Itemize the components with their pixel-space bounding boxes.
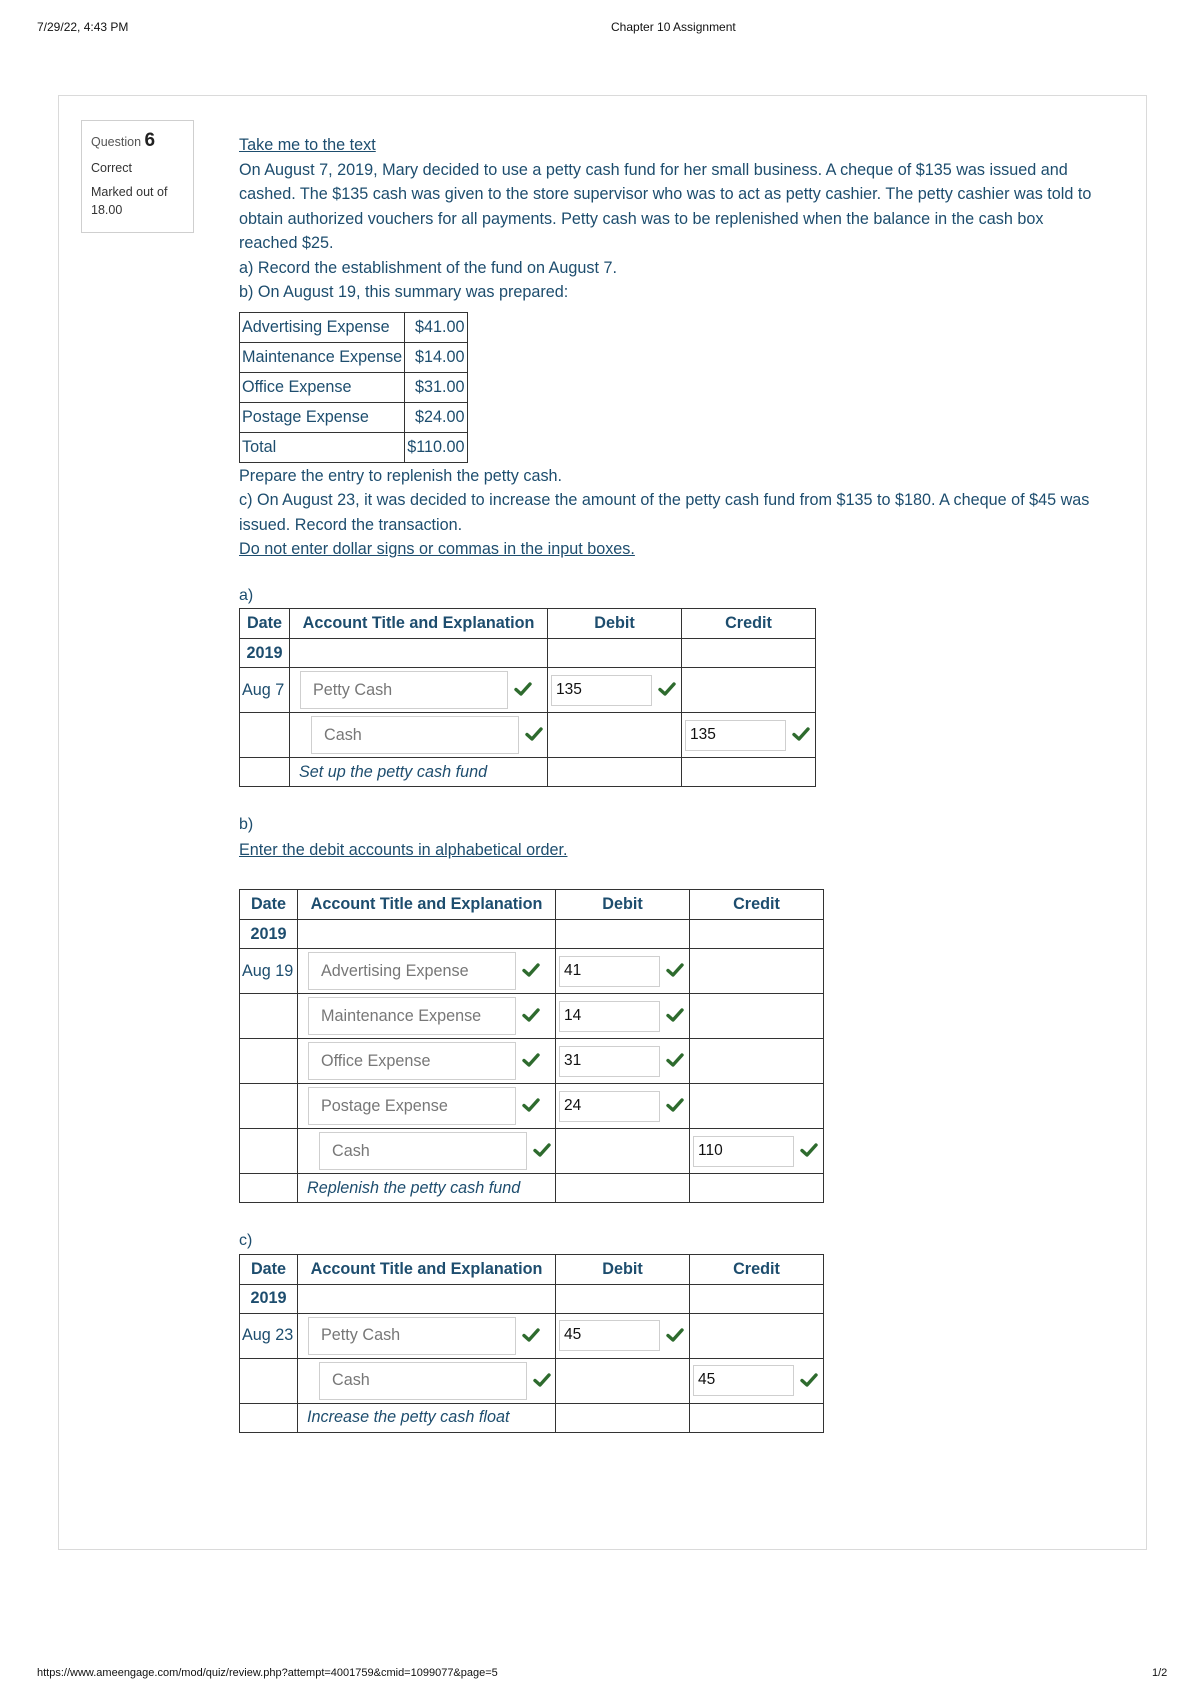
summary-amount: $31.00: [405, 372, 467, 402]
col-credit: Credit: [690, 1254, 824, 1284]
debit-input[interactable]: 31: [559, 1046, 660, 1077]
journal-a-label: a): [239, 586, 254, 604]
summary-label: Maintenance Expense: [240, 342, 405, 372]
journal-c-label: c): [239, 1232, 253, 1249]
account-input[interactable]: Maintenance Expense: [308, 997, 516, 1035]
date-cell: [240, 1039, 298, 1084]
correct-check-icon: [533, 1141, 553, 1161]
debit-input[interactable]: 135: [551, 675, 652, 706]
question-label: Question: [91, 135, 142, 149]
journal-table: [239, 1254, 824, 1433]
col-credit: Credit: [690, 890, 824, 920]
journal-row: [240, 713, 816, 758]
account-input[interactable]: Petty Cash: [308, 1317, 516, 1355]
replenish-prompt: Prepare the entry to replenish the petty cash.: [239, 466, 563, 485]
credit-input[interactable]: 135: [685, 720, 786, 751]
date-cell: Aug 7: [240, 668, 290, 713]
col-date: Date: [240, 609, 290, 639]
credit-input[interactable]: 110: [693, 1136, 794, 1167]
debit-input[interactable]: 45: [559, 1320, 660, 1351]
journal-row: [240, 994, 824, 1039]
account-input[interactable]: Cash: [319, 1132, 527, 1170]
account-input[interactable]: Postage Expense: [308, 1087, 516, 1125]
date-cell: [240, 713, 290, 758]
summary-label: Postage Expense: [240, 402, 405, 432]
year-cell: 2019: [240, 1284, 298, 1313]
correct-check-icon: [522, 961, 542, 981]
correct-check-icon: [522, 1006, 542, 1026]
correct-check-icon: [522, 1051, 542, 1071]
summary-row: [240, 372, 468, 402]
col-account: Account Title and Explanation: [298, 1254, 556, 1284]
date-cell: [240, 1358, 298, 1403]
journal-b-label: b): [239, 816, 254, 833]
correct-check-icon: [792, 725, 812, 745]
question-number: 6: [144, 130, 156, 151]
year-cell: 2019: [240, 920, 298, 949]
col-account: Account Title and Explanation: [290, 609, 548, 639]
journal-row: [240, 1039, 824, 1084]
col-date: Date: [240, 890, 298, 920]
col-debit: Debit: [548, 609, 682, 639]
summary-label: Office Expense: [240, 372, 405, 402]
question-intro: On August 7, 2019, Mary decided to use a petty cash fund for her small business. A cheque of $135 was issued and cashed. The $135 cash was given to the store supervisor who was to act as petty cashier. The petty cashier was told to obtain authorized vouchers for all payments. Petty cash was to be replenished when the balance in the cash box reached $25.: [239, 160, 1092, 252]
col-account: Account Title and Explanation: [298, 890, 556, 920]
account-input[interactable]: Petty Cash: [300, 671, 508, 709]
col-debit: Debit: [556, 890, 690, 920]
correct-check-icon: [522, 1326, 542, 1346]
print-url: https://www.ameengage.com/mod/quiz/review.php?attempt=4001759&cmid=1099077&page=5: [37, 1667, 498, 1679]
print-page: 1/2: [1152, 1667, 1168, 1679]
journal-b: [239, 889, 1099, 1203]
question-grade: Marked out of 18.00: [91, 184, 168, 217]
correct-check-icon: [522, 1096, 542, 1116]
correct-check-icon: [666, 961, 686, 981]
summary-row: [240, 342, 468, 372]
part-a-prompt: a) Record the establishment of the fund on August 7.: [239, 258, 617, 277]
correct-check-icon: [666, 1006, 686, 1026]
journal-row: [240, 949, 824, 994]
correct-check-icon: [658, 680, 678, 700]
journal-table: [239, 889, 824, 1203]
debit-input[interactable]: 24: [559, 1091, 660, 1122]
account-input[interactable]: Cash: [311, 716, 519, 754]
question-state: Correct: [91, 160, 132, 175]
account-input[interactable]: Advertising Expense: [308, 952, 516, 990]
summary-row: [240, 432, 468, 462]
correct-check-icon: [666, 1326, 686, 1346]
summary-amount: $41.00: [405, 312, 467, 342]
debit-input[interactable]: 14: [559, 1001, 660, 1032]
date-cell: Aug 19: [240, 949, 298, 994]
correct-check-icon: [666, 1096, 686, 1116]
date-cell: [240, 994, 298, 1039]
credit-input[interactable]: 45: [693, 1365, 794, 1396]
journal-a: [239, 608, 1099, 787]
account-input[interactable]: Office Expense: [308, 1042, 516, 1080]
year-cell: 2019: [240, 639, 290, 668]
question-info: [81, 120, 194, 233]
summary-row: [240, 402, 468, 432]
date-cell: Aug 23: [240, 1313, 298, 1358]
entry-explanation: Increase the petty cash float: [298, 1403, 556, 1432]
account-input[interactable]: Cash: [319, 1362, 527, 1400]
summary-amount: $110.00: [405, 432, 467, 462]
summary-amount: $14.00: [405, 342, 467, 372]
question-content: [239, 133, 1099, 1433]
col-credit: Credit: [682, 609, 816, 639]
part-b-prompt: b) On August 19, this summary was prepared:: [239, 283, 569, 301]
summary-amount: $24.00: [405, 402, 467, 432]
journal-c: [239, 1254, 1099, 1433]
journal-b-note: Enter the debit accounts in alphabetical order.: [239, 840, 568, 859]
correct-check-icon: [800, 1141, 820, 1161]
correct-check-icon: [800, 1371, 820, 1391]
summary-label: Total: [240, 432, 405, 462]
journal-row: [240, 1084, 824, 1129]
journal-row: [240, 1313, 824, 1358]
journal-table: [239, 608, 816, 787]
correct-check-icon: [525, 725, 545, 745]
journal-row: [240, 1129, 824, 1174]
journal-row: [240, 668, 816, 713]
col-date: Date: [240, 1254, 298, 1284]
summary-row: [240, 312, 468, 342]
col-debit: Debit: [556, 1254, 690, 1284]
correct-check-icon: [666, 1051, 686, 1071]
entry-explanation: Replenish the petty cash fund: [298, 1174, 556, 1203]
part-c-prompt: c) On August 23, it was decided to increase the amount of the petty cash fund from $135 to $180. A cheque of $45 was issued. Record the transaction.: [239, 491, 1090, 534]
correct-check-icon: [533, 1371, 553, 1391]
journal-row: [240, 1358, 824, 1403]
date-cell: [240, 1084, 298, 1129]
entry-explanation: Set up the petty cash fund: [290, 758, 548, 787]
text-link[interactable]: Take me to the text: [239, 136, 376, 154]
print-datetime: 7/29/22, 4:43 PM: [37, 20, 129, 34]
expense-summary-table: [239, 312, 468, 463]
date-cell: [240, 1129, 298, 1174]
input-instruction: Do not enter dollar signs or commas in the input boxes.: [239, 540, 635, 558]
print-title: Chapter 10 Assignment: [611, 20, 736, 34]
summary-label: Advertising Expense: [240, 312, 405, 342]
debit-input[interactable]: 41: [559, 956, 660, 987]
correct-check-icon: [514, 680, 534, 700]
